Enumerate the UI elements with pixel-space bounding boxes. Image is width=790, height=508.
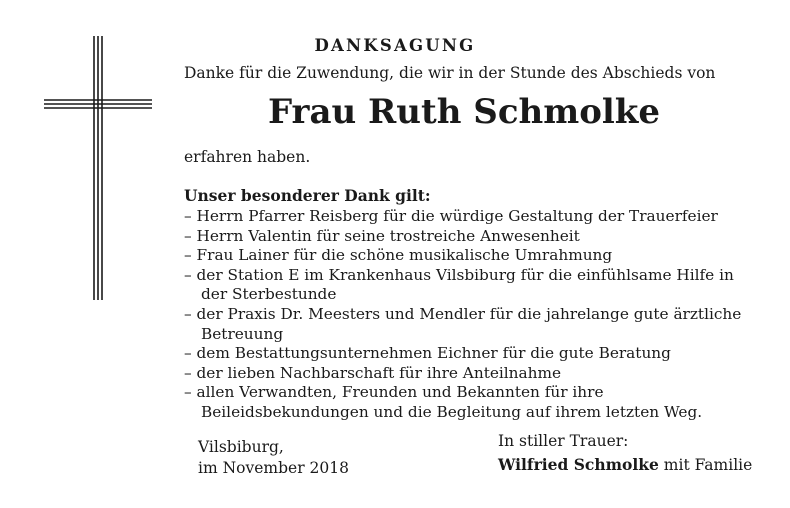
signature-name: Wilfried Schmolke — [498, 455, 659, 474]
thanks-list — [184, 207, 749, 423]
heading: DANKSAGUNG — [314, 36, 476, 55]
place-date — [198, 437, 349, 478]
signature-line — [498, 453, 752, 477]
after-name-text: erfahren haben. — [184, 148, 311, 166]
thanks-title: Unser besonderer Dank gilt: — [184, 186, 431, 205]
thanks-item: – Frau Lainer für die schöne musikalische Umrahmung — [184, 246, 749, 266]
place: Vilsbiburg, — [198, 438, 284, 456]
signature-block — [498, 430, 752, 477]
deceased-name: Frau Ruth Schmolke — [267, 92, 660, 132]
signature-suffix: mit Familie — [663, 456, 753, 474]
thanks-item: – Herrn Valentin für seine trostreiche Anwesenheit — [184, 227, 749, 247]
cross-icon — [44, 36, 152, 300]
intro-text: Danke für die Zuwendung, die wir in der Stunde des Abschieds von — [184, 64, 716, 82]
thanks-item: – der lieben Nachbarschaft für ihre Anteilnahme — [184, 364, 749, 384]
thanks-item: – Herrn Pfarrer Reisberg für die würdige Gestaltung der Trauerfeier — [184, 207, 749, 227]
thanks-item: – der Praxis Dr. Meesters und Mendler für die jahrelange gute ärztliche Betreuung — [184, 305, 749, 344]
signature-intro: In stiller Trauer: — [498, 432, 629, 450]
thanks-item: – dem Bestattungsunternehmen Eichner für die gute Beratung — [184, 344, 749, 364]
date: im November 2018 — [198, 458, 349, 477]
thanks-item: – der Station E im Krankenhaus Vilsbiburg für die einfühlsame Hilfe in der Sterbestunde — [184, 266, 749, 305]
thanks-item: – allen Verwandten, Freunden und Bekannten für ihre Beileidsbekundungen und die Begleitung auf ihrem letzten Weg. — [184, 383, 749, 422]
